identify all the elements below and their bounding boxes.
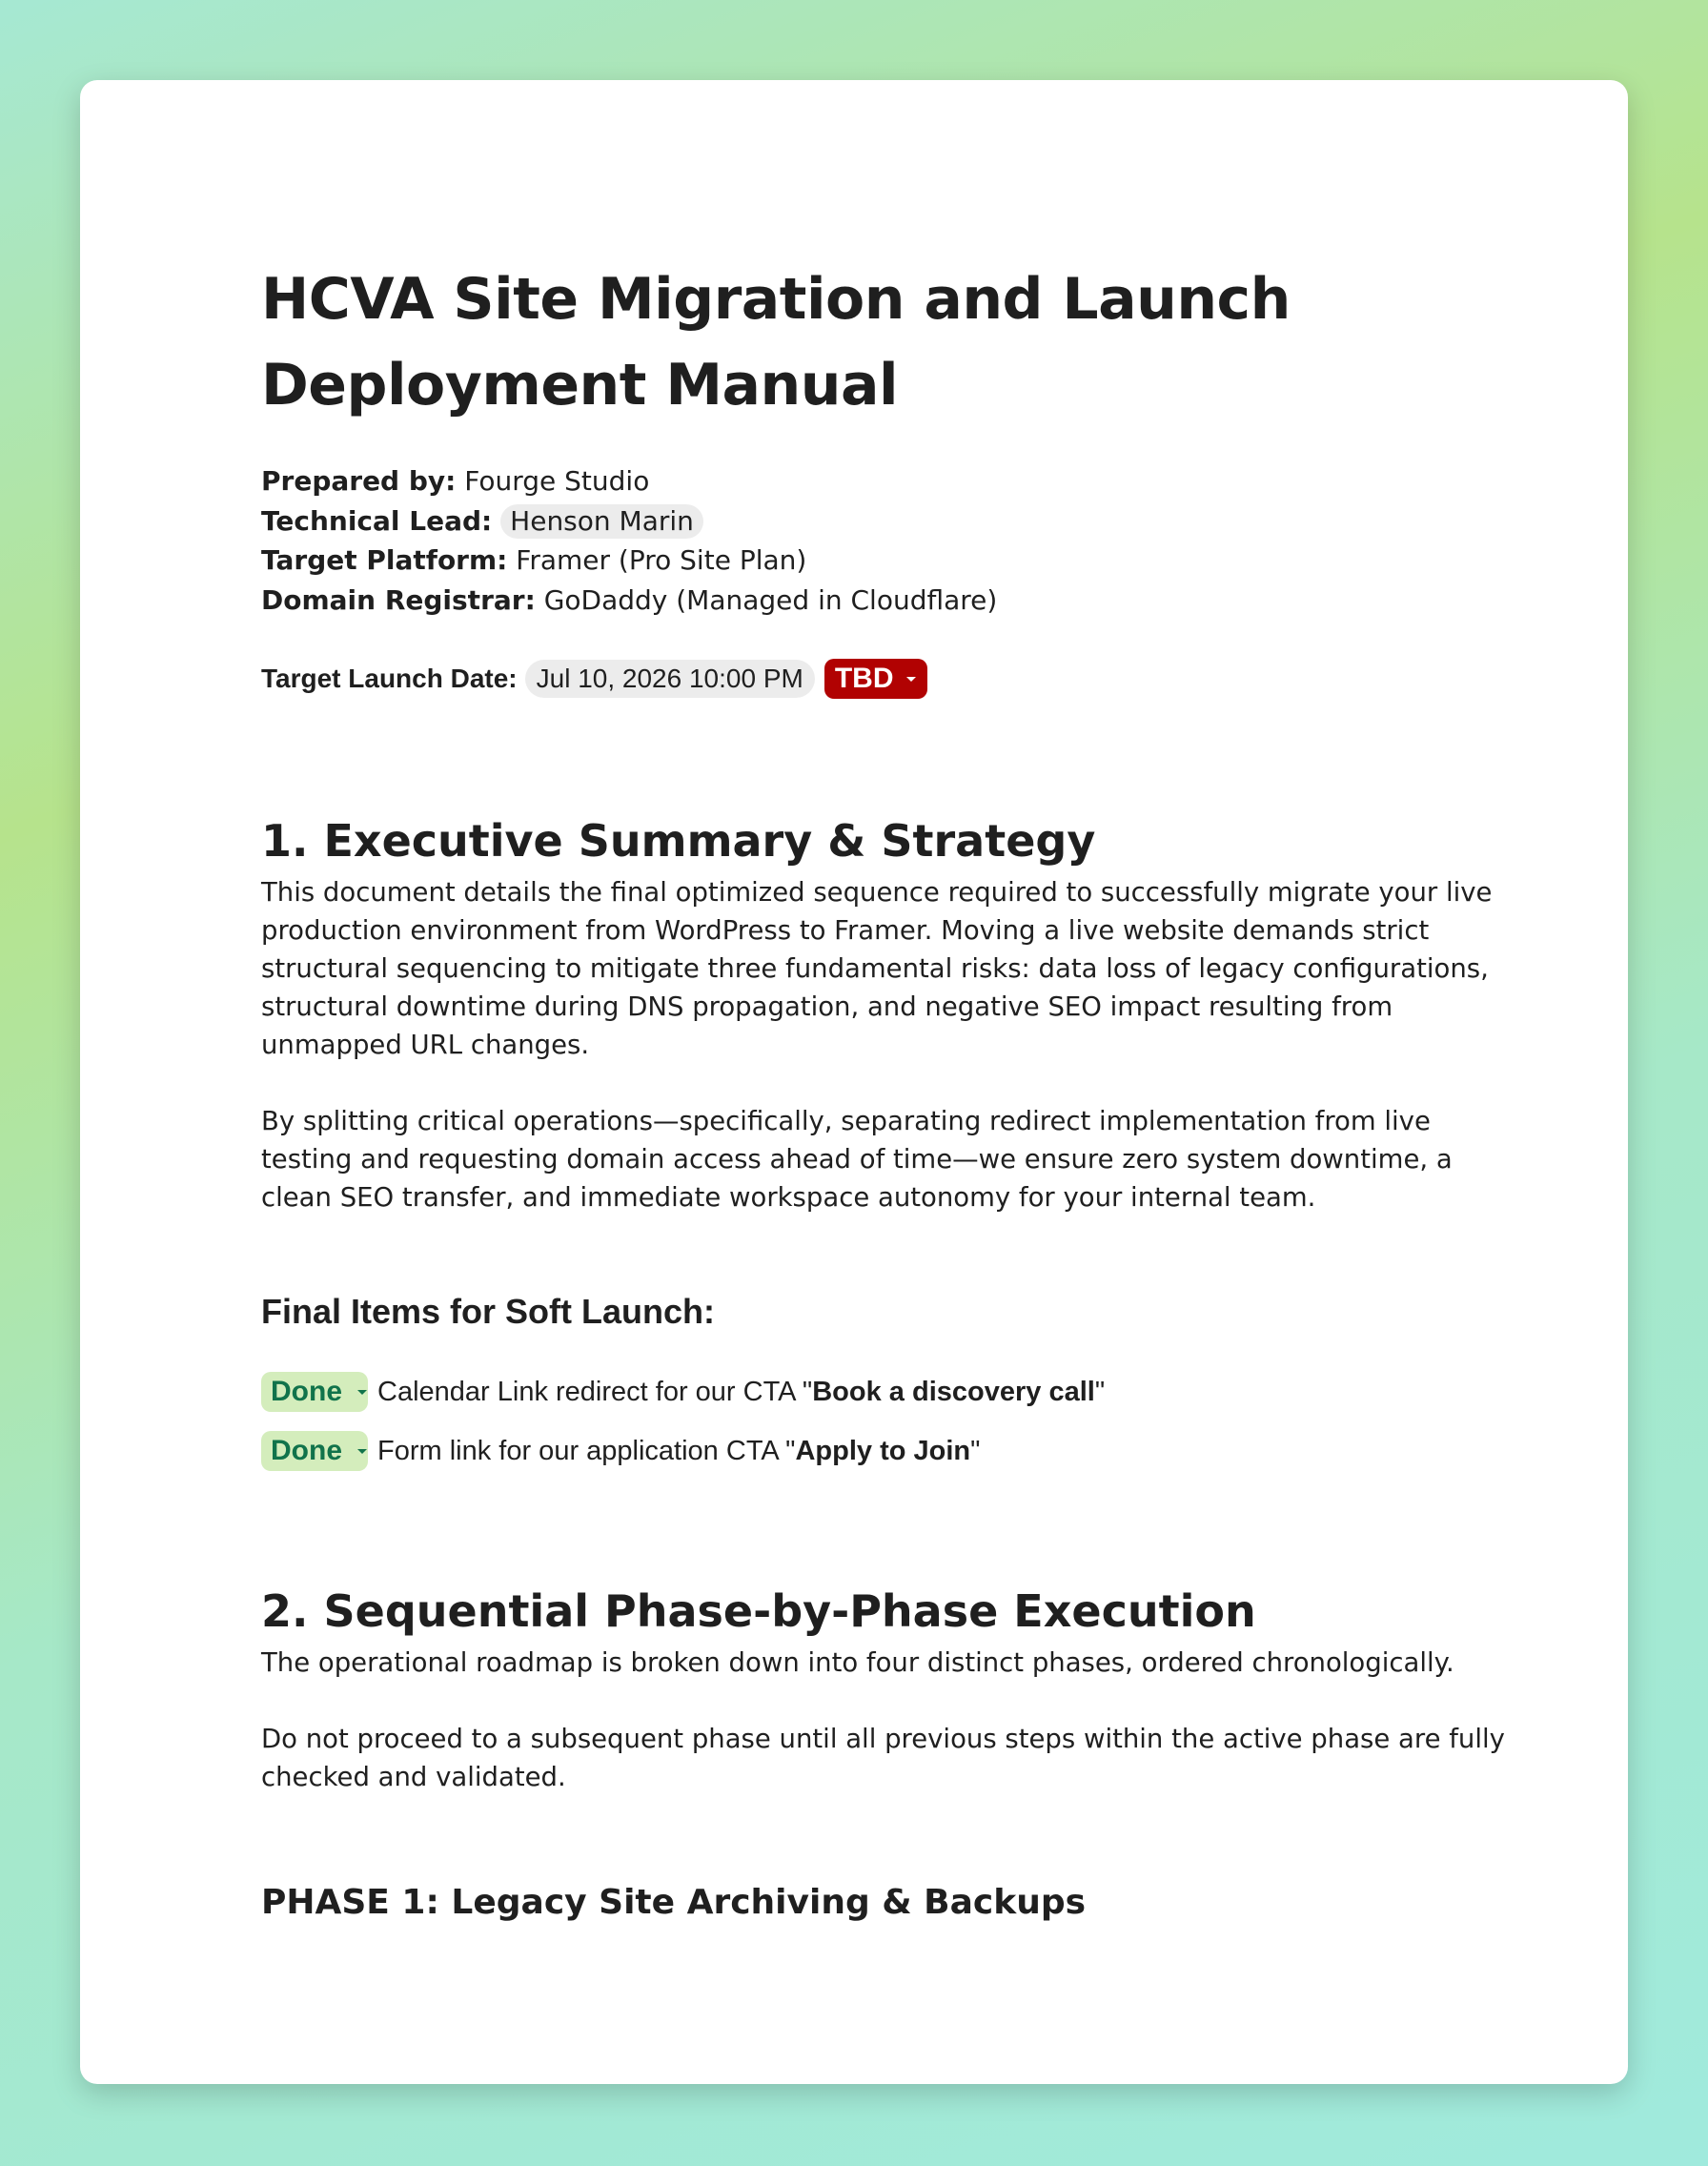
status-dropdown-label: Done — [271, 1376, 342, 1407]
date-chip[interactable]: Jul 10, 2026 10:00 PM — [525, 660, 815, 698]
status-dropdown-tbd[interactable] — [824, 659, 928, 699]
status-dropdown-label: TBD — [834, 663, 894, 694]
prepared-by-label: Prepared by: — [261, 465, 457, 497]
soft-launch-heading: Final Items for Soft Launch: — [261, 1292, 716, 1331]
status-dropdown-done[interactable] — [261, 1431, 368, 1471]
technical-lead-line — [261, 501, 997, 542]
document-page — [80, 80, 1628, 2084]
chevron-down-icon — [906, 677, 916, 682]
domain-registrar-value: GoDaddy (Managed in Cloudflare) — [543, 583, 998, 616]
target-platform-value: Framer (Pro Site Plan) — [516, 544, 807, 576]
target-platform-line — [261, 541, 997, 581]
document-title: HCVA Site Migration and Launch Deployment Manual — [261, 266, 1291, 419]
person-chip-technical-lead[interactable]: Henson Marin — [500, 504, 703, 539]
target-launch-row — [261, 658, 927, 700]
soft-launch-item — [261, 1430, 980, 1472]
technical-lead-label: Technical Lead: — [261, 504, 493, 537]
phase-1-heading: PHASE 1: Legacy Site Archiving & Backups — [261, 1883, 1087, 1922]
prepared-by-line — [261, 461, 997, 501]
item-text-bold: Apply to Join — [795, 1435, 971, 1466]
item-text-after: " — [1094, 1376, 1106, 1407]
chevron-down-icon — [357, 1390, 367, 1395]
section-heading-sequential-execution: 2. Sequential Phase-by-Phase Execution — [261, 1585, 1256, 1637]
item-text-before: Calendar Link redirect for our CTA " — [377, 1376, 813, 1407]
document-metadata — [261, 461, 997, 620]
item-text-bold: Book a discovery call — [812, 1376, 1095, 1407]
sequential-execution-paragraph-2: Do not proceed to a subsequent phase until all previous steps within the active phase are fully checked and validated. — [261, 1724, 1505, 1792]
status-dropdown-label: Done — [271, 1435, 342, 1466]
domain-registrar-line — [261, 581, 997, 621]
executive-summary-paragraph-2: By splitting critical operations—specifically, separating redirect implementation from live testing and requesting domain access ahead of time—we ensure zero system downtime, a clean SEO transfer, and immediate workspace autonomy for your internal team. — [261, 1106, 1453, 1213]
target-platform-label: Target Platform: — [261, 544, 508, 576]
executive-summary-paragraph-1: This document details the final optimized sequence required to successfully migrate your live production environment from WordPress to Framer. Moving a live website demands strict structural sequencing to mitigate three fundamental risks: data loss of legacy configurations, structural downtime during DNS propagation, and negative SEO impact resulting from unmapped URL changes. — [261, 877, 1493, 1060]
target-launch-label: Target Launch Date: — [261, 664, 518, 693]
soft-launch-item — [261, 1371, 1105, 1413]
soft-launch-item-text — [377, 1377, 1105, 1408]
chevron-down-icon — [357, 1449, 367, 1454]
prepared-by-value: Fourge Studio — [464, 465, 650, 497]
status-dropdown-done[interactable] — [261, 1372, 368, 1412]
soft-launch-item-text — [377, 1436, 980, 1467]
sequential-execution-paragraph-1: The operational roadmap is broken down into four distinct phases, ordered chronologically. — [261, 1647, 1454, 1678]
section-heading-executive-summary: 1. Executive Summary & Strategy — [261, 815, 1096, 867]
domain-registrar-label: Domain Registrar: — [261, 583, 536, 616]
item-text-before: Form link for our application CTA " — [377, 1435, 796, 1466]
item-text-after: " — [970, 1435, 981, 1466]
